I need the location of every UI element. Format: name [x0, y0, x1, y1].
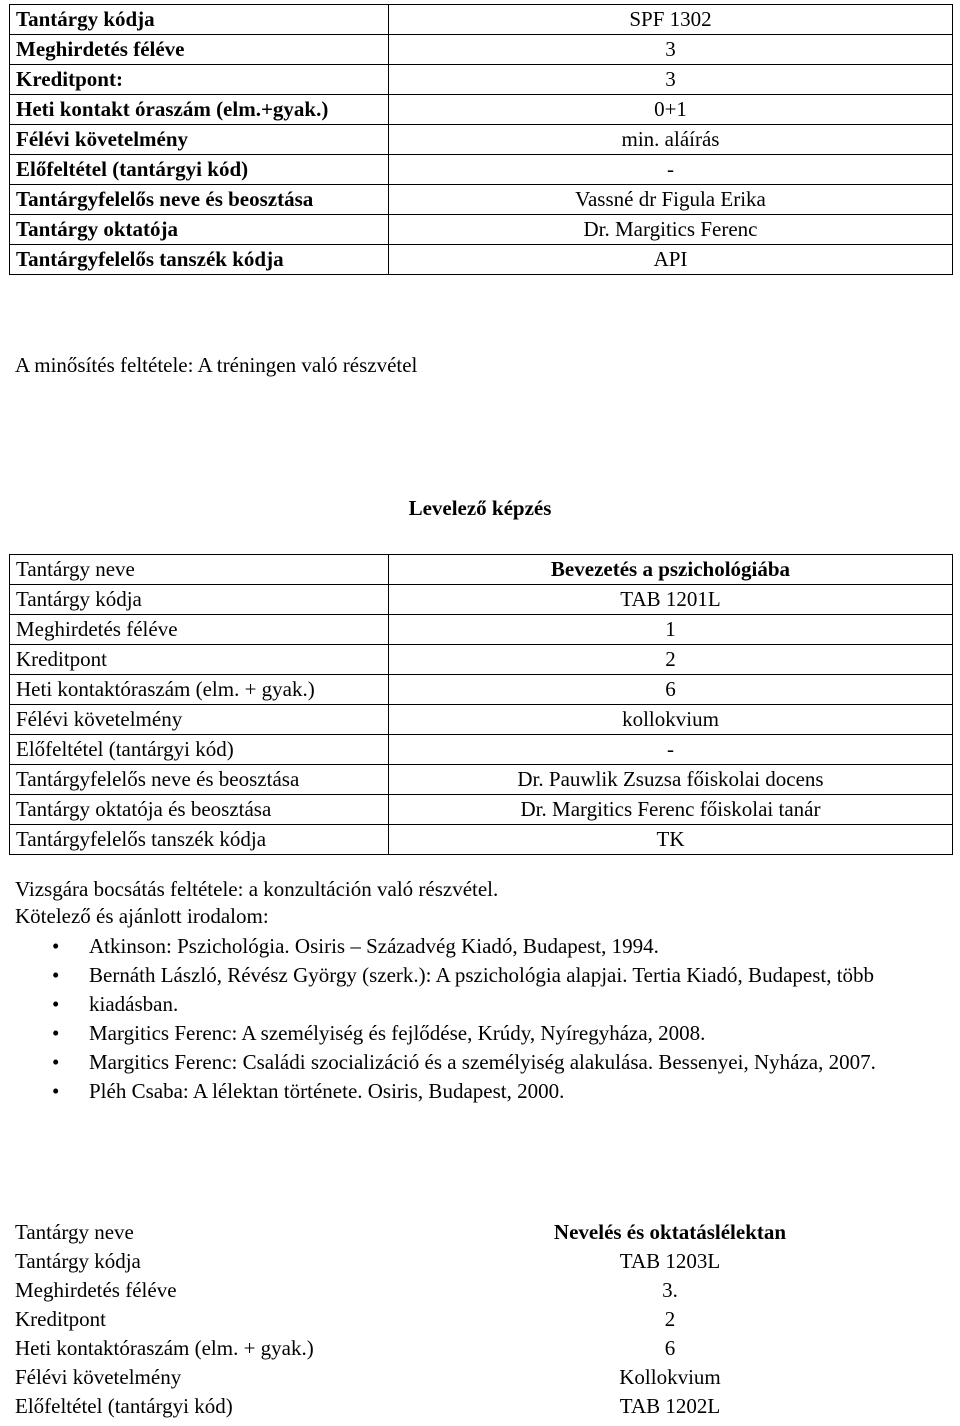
- course-table-tab1201l: [9, 554, 953, 855]
- row-value: 3.: [662, 1278, 678, 1302]
- row-value: 1: [389, 615, 953, 645]
- table-row: [9, 1305, 953, 1334]
- row-label: Félévi követelmény: [15, 1365, 182, 1389]
- row-value: API: [389, 245, 953, 275]
- table-row: [10, 645, 953, 675]
- row-value: Vassné dr Figula Erika: [389, 185, 953, 215]
- row-label: Előfeltétel (tantárgyi kód): [15, 1394, 233, 1418]
- table-row: [10, 5, 953, 35]
- row-value: Dr. Margitics Ferenc: [389, 215, 953, 245]
- row-label: Tantárgy neve: [15, 1220, 134, 1244]
- row-label: Tantárgy oktatója és beosztása: [10, 795, 389, 825]
- table-row: [10, 615, 953, 645]
- row-value: TK: [389, 825, 953, 855]
- row-label: Előfeltétel (tantárgyi kód): [10, 735, 389, 765]
- table-row: [9, 1334, 953, 1363]
- row-label: Tantárgy kódja: [10, 585, 389, 615]
- table-row: [10, 735, 953, 765]
- row-label: Tantárgyfelelős tanszék kódja: [10, 825, 389, 855]
- row-value: -: [389, 735, 953, 765]
- course-table-spf1302: [9, 4, 953, 275]
- table-row: [10, 585, 953, 615]
- list-item: • Atkinson: Pszichológia. Osiris – Századvég Kiadó, Budapest, 1994.: [15, 932, 895, 961]
- table-row: [9, 1392, 953, 1421]
- row-label: Meghirdetés féléve: [10, 615, 389, 645]
- row-label: Kreditpont: [10, 645, 389, 675]
- table-row: [9, 1218, 953, 1247]
- row-value: 6: [664, 1336, 676, 1360]
- table-row: [10, 95, 953, 125]
- table-row: [10, 155, 953, 185]
- row-value: min. aláírás: [389, 125, 953, 155]
- list-item: • Bernáth László, Révész György (szerk.): A pszichológia alapjai. Tertia Kiadó, Budapest, több: [15, 961, 895, 990]
- row-label: Heti kontaktóraszám (elm. + gyak.): [10, 675, 389, 705]
- row-label: Tantárgy neve: [10, 555, 389, 585]
- row-label: Tantárgyfelelős neve és beosztása: [10, 765, 389, 795]
- row-value: Dr. Margitics Ferenc főiskolai tanár: [389, 795, 953, 825]
- row-value: -: [389, 155, 953, 185]
- table-row: [10, 675, 953, 705]
- row-label: Félévi követelmény: [10, 705, 389, 735]
- literature-list: [15, 932, 895, 1106]
- row-value: Bevezetés a pszichológiába: [389, 555, 953, 585]
- table-row: [9, 1363, 953, 1392]
- list-item: • Margitics Ferenc: A személyiség és fejlődése, Krúdy, Nyíregyháza, 2008.: [15, 1019, 895, 1048]
- qualification-note: A minősítés feltétele: A tréningen való részvétel: [15, 353, 418, 377]
- row-label: Előfeltétel (tantárgyi kód): [10, 155, 389, 185]
- row-value: 3: [389, 35, 953, 65]
- table-row: [9, 1247, 953, 1276]
- literature-heading: Kötelező és ajánlott irodalom:: [15, 904, 269, 928]
- row-value: 2: [664, 1307, 676, 1331]
- row-label: Meghirdetés féléve: [10, 35, 389, 65]
- table-row: [10, 65, 953, 95]
- table-row: [10, 35, 953, 65]
- row-label: Tantárgyfelelős tanszék kódja: [10, 245, 389, 275]
- table-row: [10, 125, 953, 155]
- table-row: [10, 825, 953, 855]
- row-value: 2: [389, 645, 953, 675]
- row-value: TAB 1202L: [619, 1394, 721, 1418]
- row-value: kollokvium: [389, 705, 953, 735]
- list-item: • kiadásban.: [15, 990, 895, 1019]
- row-value: 0+1: [389, 95, 953, 125]
- row-label: Meghirdetés féléve: [15, 1278, 177, 1302]
- row-value: Nevelés és oktatáslélektan: [553, 1220, 787, 1244]
- list-item: • Margitics Ferenc: Családi szocializáció és a személyiség alakulása. Bessenyei, Nyháza, 2007.: [15, 1048, 895, 1077]
- table-row: [10, 185, 953, 215]
- row-value: 6: [389, 675, 953, 705]
- row-label: Tantárgyfelelős neve és beosztása: [10, 185, 389, 215]
- table-row: [10, 765, 953, 795]
- course-table-tab1203l: [9, 1218, 953, 1421]
- row-label: Tantárgy kódja: [15, 1249, 141, 1273]
- table-row: [10, 555, 953, 585]
- exam-note: Vizsgára bocsátás feltétele: a konzultáción való részvétel.: [15, 877, 499, 901]
- row-value: 3: [389, 65, 953, 95]
- table-row: [10, 705, 953, 735]
- section-title: Levelező képzés: [408, 496, 552, 520]
- row-value: TAB 1201L: [389, 585, 953, 615]
- table-row: [10, 215, 953, 245]
- table-row: [9, 1276, 953, 1305]
- row-label: Félévi követelmény: [10, 125, 389, 155]
- row-label: Kreditpont:: [10, 65, 389, 95]
- row-value: TAB 1203L: [619, 1249, 721, 1273]
- list-item: • Pléh Csaba: A lélektan története. Osiris, Budapest, 2000.: [15, 1077, 895, 1106]
- row-label: Tantárgy oktatója: [10, 215, 389, 245]
- row-label: Kreditpont: [15, 1307, 106, 1331]
- row-value: SPF 1302: [389, 5, 953, 35]
- row-label: Tantárgy kódja: [10, 5, 389, 35]
- row-value: Kollokvium: [619, 1365, 721, 1389]
- table-row: [10, 245, 953, 275]
- row-label: Heti kontakt óraszám (elm.+gyak.): [10, 95, 389, 125]
- table-row: [10, 795, 953, 825]
- row-label: Heti kontaktóraszám (elm. + gyak.): [15, 1336, 314, 1360]
- row-value: Dr. Pauwlik Zsuzsa főiskolai docens: [389, 765, 953, 795]
